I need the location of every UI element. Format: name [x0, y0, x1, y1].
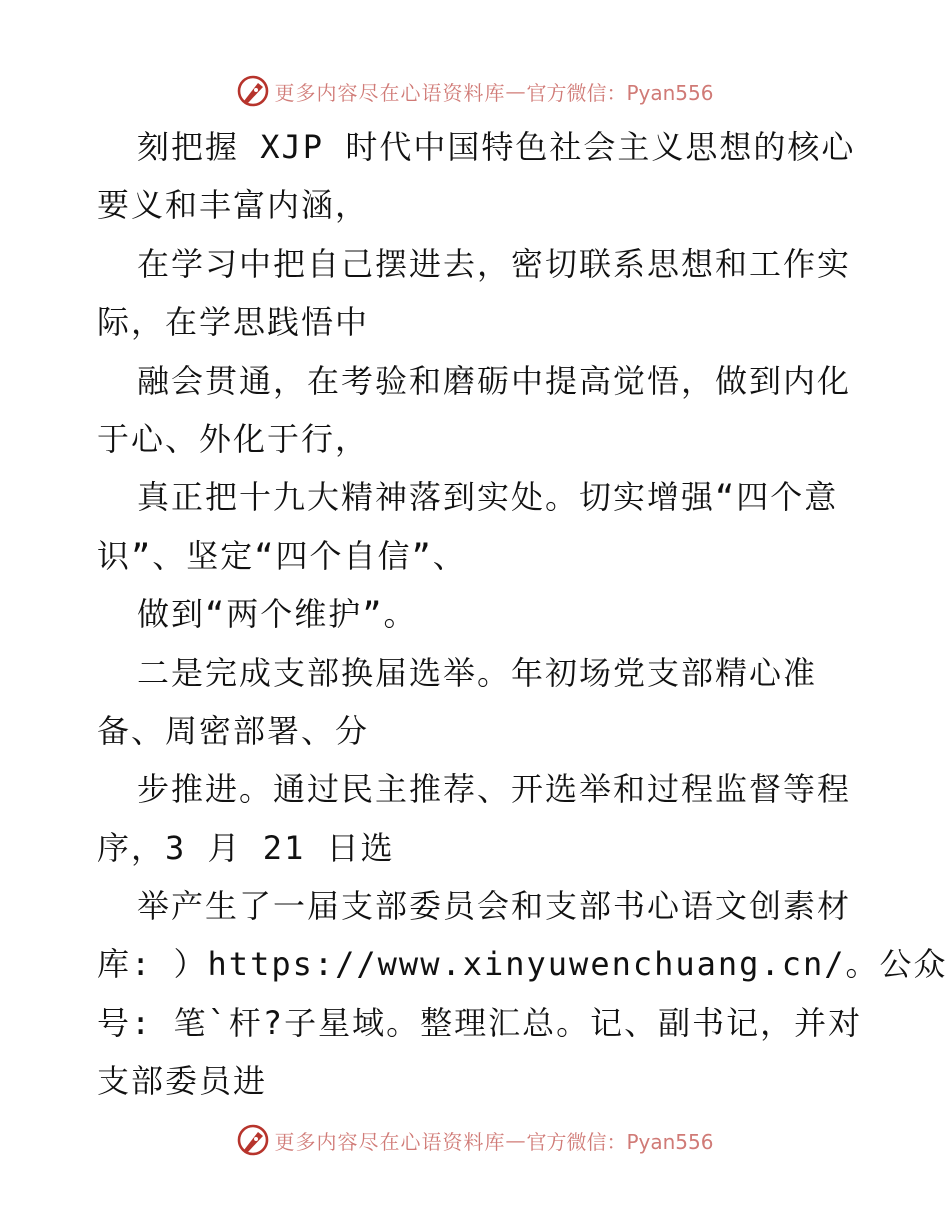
body-line: 在学习中把自己摆进去，密切联系思想和工作实	[137, 244, 852, 283]
body-line: 做到“两个维护”。	[137, 595, 418, 634]
header-banner	[0, 71, 950, 111]
body-line: 号: 笔`杆?子星域。整理汇总。记、副书记，并对	[97, 1003, 863, 1042]
footer-banner	[0, 1120, 950, 1160]
body-line: 融会贯通，在考验和磨砺中提高觉悟，做到内化	[137, 361, 852, 400]
body-line: 库: ）https://www.xinyuwenchuang.cn/。公众	[97, 945, 948, 984]
body-line: 举产生了一届支部委员会和支部书心语文创素材	[137, 887, 852, 926]
body-line: 刻把握 XJP 时代中国特色社会主义思想的核心	[137, 128, 856, 166]
banner-site-text: 更多内容尽在心语资料库	[274, 1129, 506, 1154]
body-line: 步推进。通过民主推荐、开选举和过程监督等程	[137, 770, 852, 809]
pen-nib-circle-icon	[236, 74, 270, 108]
body-line: 序，3 月 21 日选	[97, 828, 395, 867]
body-line: 二是完成支部换届选举。年初场党支部精心准	[137, 653, 818, 692]
banner-wechat-text: 官方微信：Pyan556	[526, 1129, 714, 1154]
banner-wechat-text: 官方微信：Pyan556	[526, 80, 714, 105]
body-line: 要义和丰富内涵，	[97, 186, 370, 225]
body-line: 识”、坚定“四个自信”、	[97, 536, 467, 575]
pen-nib-circle-icon	[236, 1123, 270, 1157]
body-line: 支部委员进	[97, 1062, 268, 1101]
document-body	[97, 118, 948, 1111]
banner-separator: —	[505, 79, 527, 103]
body-line: 际，在学思践悟中	[97, 303, 370, 342]
banner-site-text: 更多内容尽在心语资料库	[274, 80, 506, 105]
banner-separator: —	[505, 1128, 527, 1152]
body-line: 真正把十九大精神落到实处。切实增强“四个意	[137, 478, 839, 517]
body-line: 备、周密部署、分	[97, 711, 370, 750]
body-line: 于心、外化于行，	[97, 419, 370, 458]
